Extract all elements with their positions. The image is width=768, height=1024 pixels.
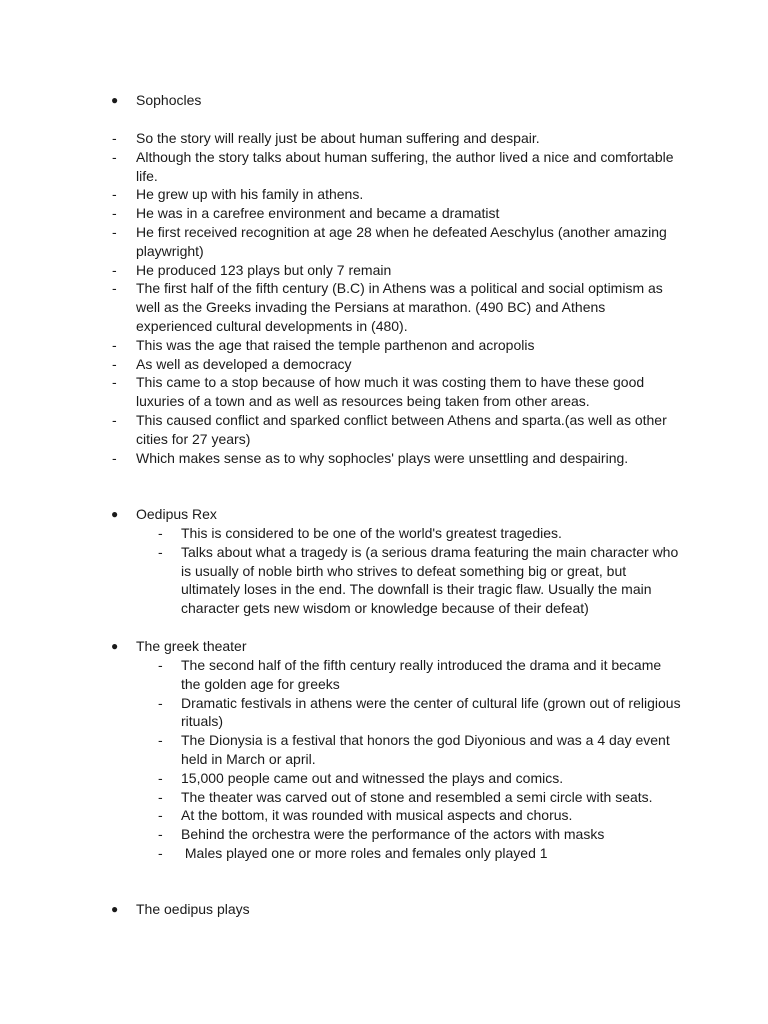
list-item: [0, 524, 681, 543]
list-item-text: The first half of the fifth century (B.C) in Athens was a political and social optimism as well as the Greeks invading the Persians at marathon. (490 BC) and Athens experienced cultural developments in (480).: [136, 280, 663, 334]
dash-marker: -: [158, 807, 163, 824]
section-sophocles: [0, 91, 768, 467]
list-item-text: So the story will really just be about human suffering and despair.: [136, 130, 540, 146]
dash-marker: -: [158, 525, 163, 541]
list-item-text: He grew up with his family in athens.: [136, 186, 364, 203]
dash-marker: -: [112, 186, 117, 203]
list-item: [0, 261, 681, 280]
list-item-text: Although the story talks about human suffering, the author lived a nice and comfortable life.: [136, 148, 674, 184]
list-item: [0, 336, 681, 355]
dash-marker: -: [112, 130, 117, 146]
section-heading: [0, 91, 768, 110]
list-item: [0, 694, 681, 732]
bullet-icon: ●: [111, 902, 119, 916]
list-item: [0, 844, 681, 863]
list-item-text: 15,000 people came out and witnessed the plays and comics.: [181, 769, 564, 786]
sophocles-list: [0, 129, 768, 467]
dash-marker: -: [112, 148, 117, 165]
list-item-text: The Dionysia is a festival that honors the god Diyonious and was a 4 day event held in March or april.: [181, 732, 670, 767]
list-item: [0, 355, 681, 374]
section-heading: [0, 505, 768, 524]
dash-marker: -: [112, 355, 117, 372]
list-item-text: This was the age that raised the temple parthenon and acropolis: [136, 336, 535, 353]
list-item: [0, 656, 681, 694]
section-heading: [0, 637, 768, 656]
dash-marker: -: [112, 261, 117, 278]
dash-marker: -: [112, 411, 117, 428]
dash-marker: -: [112, 449, 117, 466]
bullet-icon: ●: [111, 93, 119, 107]
list-item-text: This is considered to be one of the world's greatest tragedies.: [181, 525, 562, 541]
bullet-icon: ●: [111, 507, 119, 521]
list-item: [0, 769, 681, 788]
heading-text: The greek theater: [136, 638, 247, 654]
list-item-text: The second half of the fifth century really introduced the drama and it became the golden age for greeks: [181, 657, 662, 692]
greek-theater-list: [0, 656, 768, 863]
list-item-text: He was in a carefree environment and became a dramatist: [136, 205, 500, 222]
list-item-text: He produced 123 plays but only 7 remain: [136, 261, 392, 278]
list-item-text: At the bottom, it was rounded with musical aspects and chorus.: [181, 807, 573, 824]
list-item: [0, 449, 681, 468]
section-greek-theater: [0, 637, 768, 863]
list-item: [0, 148, 681, 186]
dash-marker: -: [158, 826, 163, 843]
list-item: [0, 825, 681, 844]
list-item-text: Talks about what a tragedy is (a serious drama featuring the main character who is usually of noble birth who strives to defeat something big or great, but ultimately loses in the end. The downfall is their tragic flaw. Usually the main character gets new wisdom or knowledge because of their defeat): [181, 543, 679, 617]
section-heading: [0, 900, 768, 919]
list-item: [0, 806, 681, 825]
list-item-text: The theater was carved out of stone and resembled a semi circle with seats.: [181, 788, 653, 805]
dash-marker: -: [112, 205, 117, 222]
list-item-text: This caused conflict and sparked conflict between Athens and sparta.(as well as other cities for 27 years): [136, 411, 667, 447]
dash-marker: -: [112, 280, 117, 297]
dash-marker: -: [158, 788, 163, 805]
list-item: [0, 279, 681, 335]
section-oedipus-rex: [0, 505, 768, 618]
list-item: [0, 731, 681, 769]
list-item-text: Males played one or more roles and females only played 1: [181, 844, 548, 861]
dash-marker: -: [158, 769, 163, 786]
list-item: [0, 788, 681, 807]
oedipus-rex-list: [0, 524, 768, 618]
section-oedipus-plays: [0, 900, 768, 919]
list-item-text: He first received recognition at age 28 when he defeated Aeschylus (another amazing playwright): [136, 223, 667, 259]
list-item-text: As well as developed a democracy: [136, 355, 352, 372]
heading-text: Oedipus Rex: [136, 506, 217, 522]
list-item: [0, 185, 681, 204]
dash-marker: -: [112, 223, 117, 240]
dash-marker: -: [112, 336, 117, 353]
list-item: [0, 223, 681, 261]
list-item-text: This came to a stop because of how much it was costing them to have these good luxuries of a town and as well as resources being taken from other areas.: [136, 374, 645, 410]
heading-text: The oedipus plays: [136, 901, 250, 917]
list-item-text: Which makes sense as to why sophocles' plays were unsettling and despairing.: [136, 449, 629, 466]
bullet-icon: ●: [111, 639, 119, 653]
heading-text: Sophocles: [136, 92, 202, 108]
dash-marker: -: [158, 694, 163, 711]
list-item-text: Dramatic festivals in athens were the center of cultural life (grown out of religious rituals): [181, 694, 681, 730]
list-item: [0, 204, 681, 223]
dash-marker: -: [158, 732, 163, 749]
dash-marker: -: [112, 374, 117, 391]
dash-marker: -: [158, 844, 163, 861]
dash-marker: -: [158, 657, 163, 673]
list-item: [0, 373, 681, 411]
list-item-text: Behind the orchestra were the performance of the actors with masks: [181, 826, 605, 843]
list-item: [0, 543, 681, 618]
list-item: [0, 129, 681, 148]
dash-marker: -: [158, 543, 163, 560]
list-item: [0, 411, 681, 449]
